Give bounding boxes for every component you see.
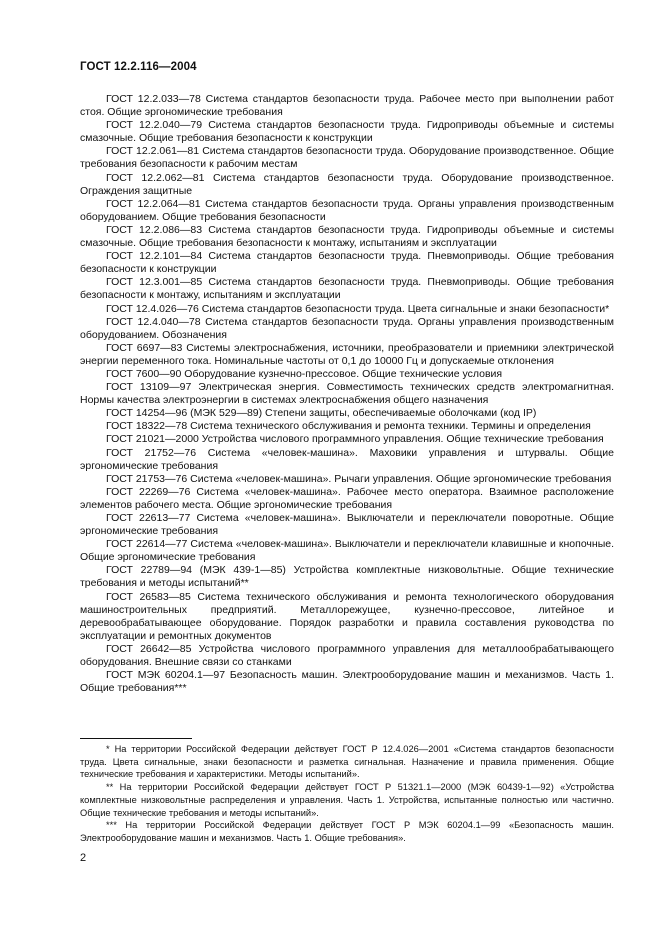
reference-entry: ГОСТ 22269—76 Система «человек-машина». Рабочее место оператора. Взаимное расположение элементов рабочего места. Общие эргономические требования [80, 485, 614, 511]
reference-entry: ГОСТ 12.3.001—85 Система стандартов безопасности труда. Пневмоприводы. Общие требования безопасности к монтажу, испытаниям и эксплуатации [80, 276, 614, 302]
footnotes [80, 743, 614, 845]
reference-entry: ГОСТ 14254—96 (МЭК 529—89) Степени защиты, обеспечиваемые оболочками (код IP) [106, 407, 537, 420]
reference-entry: ГОСТ 22613—77 Система «человек-машина». Выключатели и переключатели поворотные. Общие эргономические требования [80, 512, 614, 538]
reference-entry: ГОСТ 7600—90 Оборудование кузнечно-прессовое. Общие технические условия [106, 367, 503, 380]
reference-entry: ГОСТ 12.2.086—83 Система стандартов безопасности труда. Гидроприводы объемные и системы смазочные. Общие требования безопасности к монтажу, испытаниям и эксплуатации [80, 223, 614, 250]
reference-entry: ГОСТ 6697—83 Системы электроснабжения, источники, преобразователи и приемники электрической энергии переменного тока. Номинальные частоты от 0,1 до 10000 Гц и допускаемые отклонения [80, 341, 614, 367]
footnote: ** На территории Российской Федерации действует ГОСТ Р 51321.1—2000 (МЭК 60439-1—92) «Устройства комплектные низковольтные распределения и управления. Часть 1. Устройства, испытанные полностью или частично. Общие технические требования и методы испытаний». [80, 782, 614, 818]
normative-references [80, 93, 614, 695]
footnote: *** На территории Российской Федерации действует ГОСТ Р МЭК 60204.1—99 «Безопасность машин. Электрооборудование машин и механизмов. Часть 1. Общие требования». [80, 820, 614, 843]
reference-entry: ГОСТ 12.2.040—79 Система стандартов безопасности труда. Гидроприводы объемные и системы смазочные. Общие требования безопасности к конструкции [80, 119, 614, 145]
page-number: 2 [80, 852, 87, 864]
reference-entry: ГОСТ МЭК 60204.1—97 Безопасность машин. Электрооборудование машин и механизмов. Часть 1. Общие требования*** [80, 669, 614, 695]
reference-entry: ГОСТ 12.2.033—78 Система стандартов безопасности труда. Рабочее место при выполнении работ стоя. Общие эргономические требования [80, 93, 614, 119]
reference-entry: ГОСТ 21021—2000 Устройства числового программного управления. Общие технические требования [106, 433, 604, 446]
reference-entry: ГОСТ 26583—85 Система технического обслуживания и ремонта технологического оборудования машиностроительных предприятий. Металлорежущее, кузнечно-прессовое, литейное и деревообрабатывающее оборудование. Порядок разработки и правила составления руководства по эксплуатации и ремонтных документов [80, 590, 614, 642]
reference-entry: ГОСТ 12.4.026—76 Система стандартов безопасности труда. Цвета сигнальные и знаки безопасности* [106, 302, 610, 315]
reference-entry: ГОСТ 12.2.101—84 Система стандартов безопасности труда. Пневмоприводы. Общие требования безопасности к конструкции [80, 250, 614, 276]
reference-entry: ГОСТ 18322—78 Система технического обслуживания и ремонта техники. Термины и определения [106, 420, 591, 433]
document-header: ГОСТ 12.2.116—2004 [80, 61, 197, 73]
reference-entry: ГОСТ 12.2.062—81 Система стандартов безопасности труда. Оборудование производственное. Ограждения защитные [80, 171, 614, 197]
reference-entry: ГОСТ 22614—77 Система «человек-машина». Выключатели и переключатели клавишные и кнопочные. Общие эргономические требования [80, 538, 614, 564]
footnote-separator [80, 738, 192, 739]
reference-entry: ГОСТ 12.2.061—81 Система стандартов безопасности труда. Оборудование производственное. Общие требования безопасности к рабочим местам [80, 145, 614, 171]
reference-entry: ГОСТ 21753—76 Система «человек-машина». Рычаги управления. Общие эргономические требования [106, 472, 612, 485]
footnote: * На территории Российской Федерации действует ГОСТ Р 12.4.026—2001 «Система стандартов безопасности труда. Цвета сигнальные, знаки безопасности и разметка сигнальная. Назначение и правила применения. Общие технические требования и характеристики. Методы испытаний». [80, 744, 614, 780]
reference-entry: ГОСТ 12.4.040—78 Система стандартов безопасности труда. Органы управления производственным оборудованием. Обозначения [80, 315, 614, 341]
reference-entry: ГОСТ 12.2.064—81 Система стандартов безопасности труда. Органы управления производственным оборудованием. Общие требования безопасности [80, 197, 614, 223]
reference-entry: ГОСТ 13109—97 Электрическая энергия. Совместимость технических средств электромагнитная. Нормы качества электроэнергии в системах электроснабжения общего назначения [80, 381, 614, 407]
reference-entry: ГОСТ 22789—94 (МЭК 439-1—85) Устройства комплектные низковольтные. Общие технические требования и методы испытаний** [80, 564, 614, 590]
reference-entry: ГОСТ 21752—76 Система «человек-машина». Маховики управления и штурвалы. Общие эргономические требования [80, 446, 614, 472]
reference-entry: ГОСТ 26642—85 Устройства числового программного управления для металлообрабатывающего оборудования. Внешние связи со станками [80, 642, 614, 669]
